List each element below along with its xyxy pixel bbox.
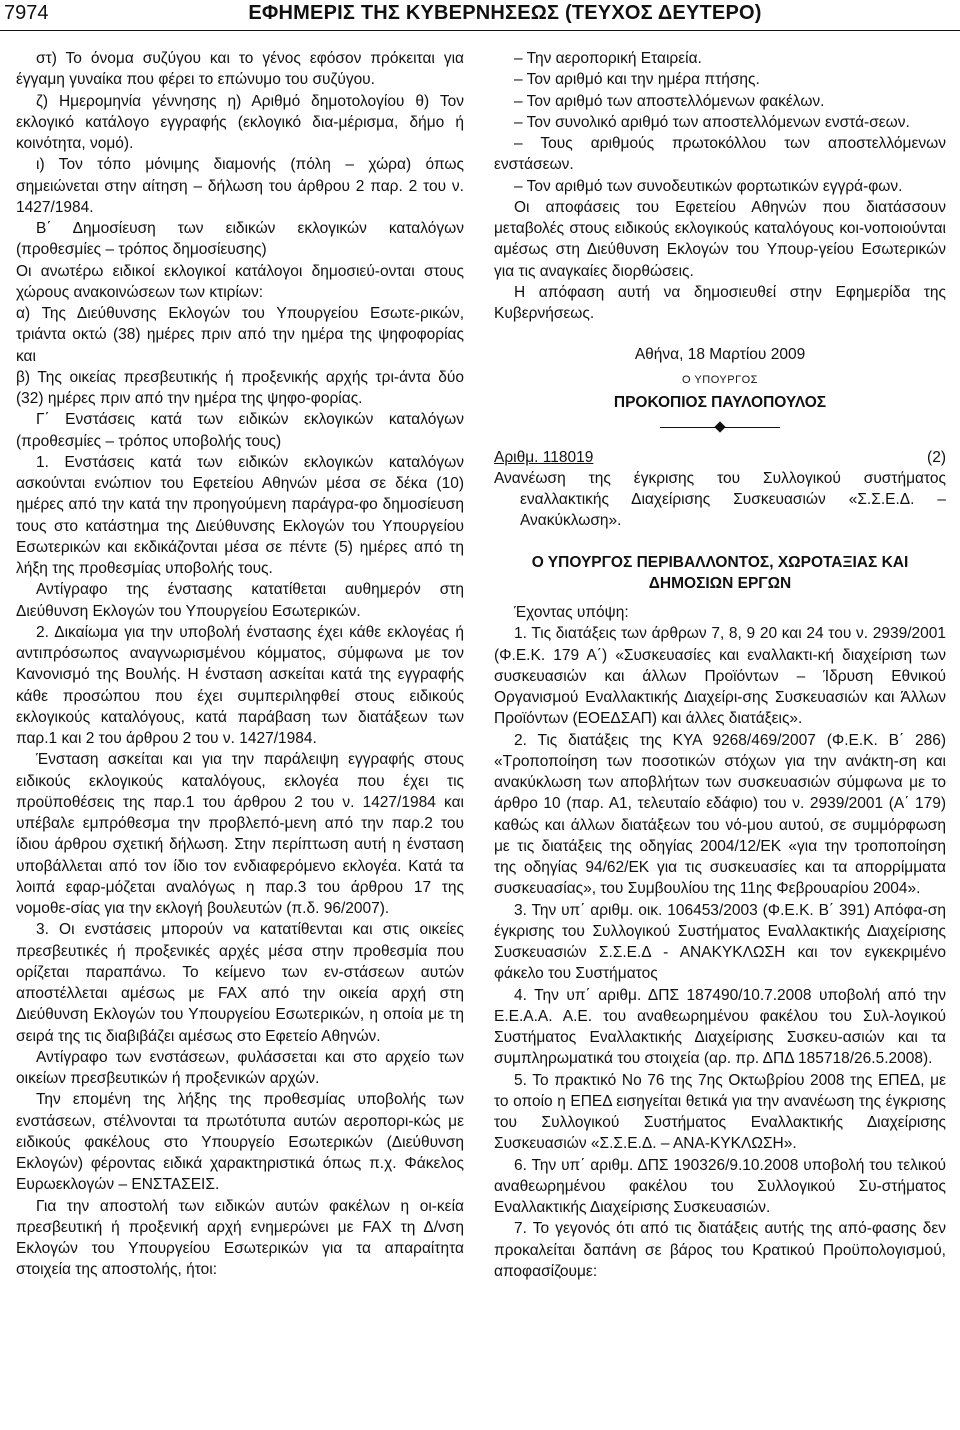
- paragraph: 2. Δικαίωμα για την υποβολή ένστασης έχει κάθε εκλογέας ή αντιπρόσωπος αναγνωρισμένου κόμματος, σύμφωνα με τον Κανονισμό της Βουλής. Η ένσταση ασκείται κατά της εγγραφής κάθε προσώπου που έχει συμπεριληφθεί στους ειδικούς εκλογικούς καταλόγους, κατά παράβαση των διατάξεων των παρ.1 και 2 του άρθρου 2 του ν. 1427/1984.: [16, 623, 464, 747]
- paragraph: Ένσταση ασκείται και για την παράλειψη εγγραφής στους ειδικούς εκλογικούς καταλόγους, εκλογέα που έχει τις προϋποθέσεις της παρ.1 του άρθρου 2 του ν. 1427/1984 και υπέβαλε εμπρόθεσμα την προβλεπό-μενη από την παρ.2 του ίδιου άρθρου σχετική δήλωση. Στην περίπτωση αυτή η ένσταση υποβάλλεται από τον ίδιο τον ενδιαφερόμενο εκλογέα. Κατά τα λοιπά εφαρ-μόζεται αναλόγως η παρ.3 του άρθρου 17 της νομοθε-σίας για την εκλογή βουλευτών (π.δ. 96/2007).: [16, 751, 464, 917]
- paragraph: Η απόφαση αυτή να δημοσιευθεί στην Εφημερίδα της Κυβερνήσεως.: [494, 283, 946, 322]
- decision-number-text: Αριθμ. 118019: [494, 448, 594, 466]
- signatory-name: ΠΡΟΚΟΠΙΟΣ ΠΑΥΛΟΠΟΥΛΟΣ: [613, 393, 827, 411]
- list-item: – Τον αριθμό των αποστελλόμενων φακέλων.: [514, 92, 825, 110]
- section-heading: Β΄ Δημοσίευση των ειδικών εκλογικών καταλόγων (προθεσμίες – τρόπος δημοσίευσης): [16, 220, 464, 259]
- paragraph: Οι αποφάσεις του Εφετείου Αθηνών που διατάσσουν μεταβολές στους ειδικούς εκλογικούς καταλόγους κοι-νοποιούνται αμέσως στη Διεύθυνση Εκλογών του Υπουρ-γείου Εσωτερικών για τις αναγκαίες διορθώσεις.: [494, 198, 946, 280]
- page-number: 7974: [4, 2, 49, 24]
- right-column: [494, 48, 946, 1282]
- paragraph: 1. Ενστάσεις κατά των ειδικών εκλογικών καταλόγων ασκούνται ενώπιον του Εφετείου Αθηνών μέσα σε δέκα (10) ημέρες από την κατά την προηγούμενη παράγρα-φο δημοσίευση τους στο κατάστημα της Διεύθυνσης Εκλογών του Υπουργείου Εσωτερικών και εκδικάζονται μέσα σε πέντε (5) ημέρες από τη λήξη της προθεσμίας υποβολής τους.: [16, 453, 464, 577]
- paragraph: Για την αποστολή των ειδικών αυτών φακέλων η οι-κεία πρεσβευτική ή προξενική αρχή ενημερώνει με FAX τη Δ/νση Εκλογών του Υπουργείου Εσωτερικών για τα απαραίτητα στοιχεία της αποστολής, ήτοι:: [16, 1197, 464, 1279]
- signatory-role: Ο ΥΠΟΥΡΓΟΣ: [682, 373, 758, 386]
- paragraph: 5. Το πρακτικό Νο 76 της 7ης Οκτωβρίου 2008 της ΕΠΕΔ, με το οποίο η ΕΠΕΔ εισηγείται θετικά για την ανανέωση της έγκρισης του Συλλογικού Συστήματος Εναλλακτικής Διαχείρισης Συσκευασιών «Σ.Σ.Ε.Δ. – ΑΝΑ-ΚΥΚΛΩΣΗ».: [494, 1071, 946, 1153]
- decision-title: Ανανέωση της έγκρισης του Συλλογικού συστήματος εναλλακτικής Διαχείρισης Συσκευασιών «Σ.Σ.Ε.Δ. – Ανακύκλωση».: [494, 469, 946, 530]
- list-item: – Την αεροπορική Εταιρεία.: [514, 50, 702, 67]
- page-header: [0, 0, 960, 31]
- paragraph: ι) Τον τόπο μόνιμης διαμονής (πόλη – χώρα) όπως σημειώνεται στην αίτηση – δήλωση του άρθρου 2 παρ. 2 του ν. 1427/1984.: [16, 156, 464, 216]
- left-column: [16, 48, 464, 1281]
- decision-header: [494, 447, 946, 468]
- paragraph: 1. Τις διατάξεις των άρθρων 7, 8, 9 20 και 24 του ν. 2939/2001 (Φ.Ε.Κ. 179 Α΄) «Συσκευασίες και εναλλακτι-κή διαχείριση των συσκευασιών και άλλων Προϊόντων – Ίδρυση Εθνικού Οργανισμού Εναλλακτικής Διαχείρι-σης Συσκευασιών και Άλλων Προϊόντων (ΕΟΕΔΣΑΠ) και άλλες διατάξεις».: [494, 625, 946, 728]
- section-separator: [660, 419, 780, 435]
- considering-label: Έχοντας υπόψη:: [514, 604, 629, 621]
- list-item: – Τον συνολικό αριθμό των αποστελλόμενων ενστά-σεων.: [514, 113, 910, 131]
- paragraph: Αντίγραφο των ενστάσεων, φυλάσσεται και στο αρχείο των οικείων πρεσβευτικών ή προξενικών αρχών.: [16, 1048, 464, 1087]
- list-item: – Τους αριθμούς πρωτοκόλλου των αποστελλόμενων ενστάσεων.: [494, 135, 946, 174]
- header-rule: [0, 30, 960, 31]
- paragraph: 4. Την υπ΄ αριθμ. ΔΠΣ 187490/10.7.2008 υποβολή από την Ε.Ε.Α.Α. Α.Ε. του αναθεωρημένου φακέλου του Συλ-λογικού Συστήματος Εναλλακτικής Διαχείρισης Συσκευ-ασιών και τα συμπληρωματικά του στοιχεία (αρ. πρ. ΔΠΔ 185718/26.5.2008).: [494, 986, 946, 1068]
- issuing-authority: Ο ΥΠΟΥΡΓΟΣ ΠΕΡΙΒΑΛΛΟΝΤΟΣ, ΧΩΡΟΤΑΞΙΑΣ ΚΑΙ ΔΗΜΟΣΙΩΝ ΕΡΓΩΝ: [531, 553, 909, 592]
- list-item: – Τον αριθμό και την ημέρα πτήσης.: [514, 71, 760, 89]
- paragraph: 3. Οι ενστάσεις μπορούν να κατατίθενται και στις οικείες πρεσβευτικές ή προξενικές αρχές μέσα στην προθεσμία που ορίζεται παραπάνω. Το κείμενο των εν-στάσεων αυτών αποστέλλεται αμέσως με FAX από την οικεία αρχή στη Διεύθυνση Εκλογών του Υπουργείου Εσωτερικών, η οποία με τη σειρά της τις διαβιβάζει αμέσως στο Εφετείο Αθηνών.: [16, 921, 464, 1045]
- paragraph: 3. Την υπ΄ αριθμ. οικ. 106453/2003 (Φ.Ε.Κ. Β΄ 391) Απόφα-ση έγκρισης του Συλλογικού Συστήματος Εναλλακτικής Διαχείρισης Συσκευασιών Σ.Σ.Ε.Δ - ΑΝΑΚΥΚΛΩΣΗ και τον εγκεκριμένο φάκελο του Συστήματος: [494, 901, 946, 983]
- paragraph: 6. Την υπ΄ αριθμ. ΔΠΣ 190326/9.10.2008 υποβολή του τελικού αναθεωρημένου φακέλου του Συλλογικού Συ-στήματος Εναλλακτικής Διαχείρισης Συσκευασιών.: [494, 1156, 946, 1216]
- paragraph: 7. Το γεγονός ότι από τις διατάξεις αυτής της από-φασης δεν προκαλείται δαπάνη σε βάρος του Κρατικού Προϋπολογισμού, αποφασίζουμε:: [494, 1220, 946, 1280]
- paragraph: β) Της οικείας πρεσβευτικής ή προξενικής αρχής τρι-άντα δύο (32) ημέρες πριν από την ημέρα της ψηφο-φορίας.: [16, 368, 464, 407]
- place-date: Αθήνα, 18 Μαρτίου 2009: [634, 346, 806, 364]
- paragraph: Την επομένη της λήξης της προθεσμίας υποβολής των ενστάσεων, στέλνονται τα πρωτότυπα αυτών αεροπορι-κώς με ειδικούς φακέλους στο Υπουργείο Εσωτερικών (Διεύθυνση Εκλογών) φέροντας ειδικά χαρακτηριστικά όπως π.χ. Φάκελος Ευρωεκλογών – ΕΝΣΤΑΣΕΙΣ.: [16, 1091, 464, 1194]
- diamond-icon: [714, 421, 725, 432]
- decision-number: [494, 447, 593, 468]
- section-heading: Γ΄ Ενστάσεις κατά των ειδικών εκλογικών καταλόγων (προθεσμίες – τρόπος υποβολής τους): [16, 411, 464, 450]
- paragraph: στ) Το όνομα συζύγου και το γένος εφόσον πρόκειται για έγγαμη γυναίκα που φέρει το επώνυμο του συζύγου.: [16, 50, 464, 89]
- decision-sequence: (2): [927, 448, 946, 466]
- paragraph: 2. Τις διατάξεις της ΚΥΑ 9268/469/2007 (Φ.Ε.Κ. Β΄ 286) «Τροποποίηση των ποσοτικών στόχων για την ανάκτη-ση και ανακύκλωση των αποβλήτων των συσκευασιών σύμφωνα με το άρθρο 10 (παρ. Α1, τελευταίο εδάφιο) του ν. 2939/2001 (Α΄ 179) καθώς και άλλων διατάξεων του νό-μου αυτού, σε συμμόρφωση με τις διατάξεις της οδηγίας 2004/12/ΕΚ «για την τροποποίηση της οδηγίας 94/62/ΕΚ για τις συσκευασίες και τα απορρίμματα συσκευασίας», του Συμβουλίου της 11ης Φεβρουαρίου 2004».: [494, 731, 946, 898]
- paragraph: ζ) Ημερομηνία γέννησης η) Αριθμό δημοτολογίου θ) Τον εκλογικό κατάλογο εγγραφής (εκλογικό δια-μέρισμα, δήμο ή κοινότητα, νομό).: [16, 92, 464, 152]
- paragraph: α) Της Διεύθυνσης Εκλογών του Υπουργείου Εσωτε-ρικών, τριάντα οκτώ (38) ημέρες πριν από την ημέρα της ψηφοφορίας και: [16, 305, 464, 365]
- paragraph: Οι ανωτέρω ειδικοί εκλογικοί κατάλογοι δημοσιεύ-ονται στους χώρους ανακοινώσεων των κτιρίων:: [16, 262, 464, 301]
- gazette-title: ΕΦΗΜΕΡΙΣ ΤΗΣ ΚΥΒΕΡΝΗΣΕΩΣ (ΤΕΥΧΟΣ ΔΕΥΤΕΡΟ): [248, 2, 762, 24]
- list-item: – Τον αριθμό των συνοδευτικών φορτωτικών εγγρά-φων.: [514, 177, 903, 195]
- paragraph: Αντίγραφο της ένστασης κατατίθεται αυθημερόν στη Διεύθυνση Εκλογών του Υπουργείου Εσωτερικών.: [16, 581, 464, 620]
